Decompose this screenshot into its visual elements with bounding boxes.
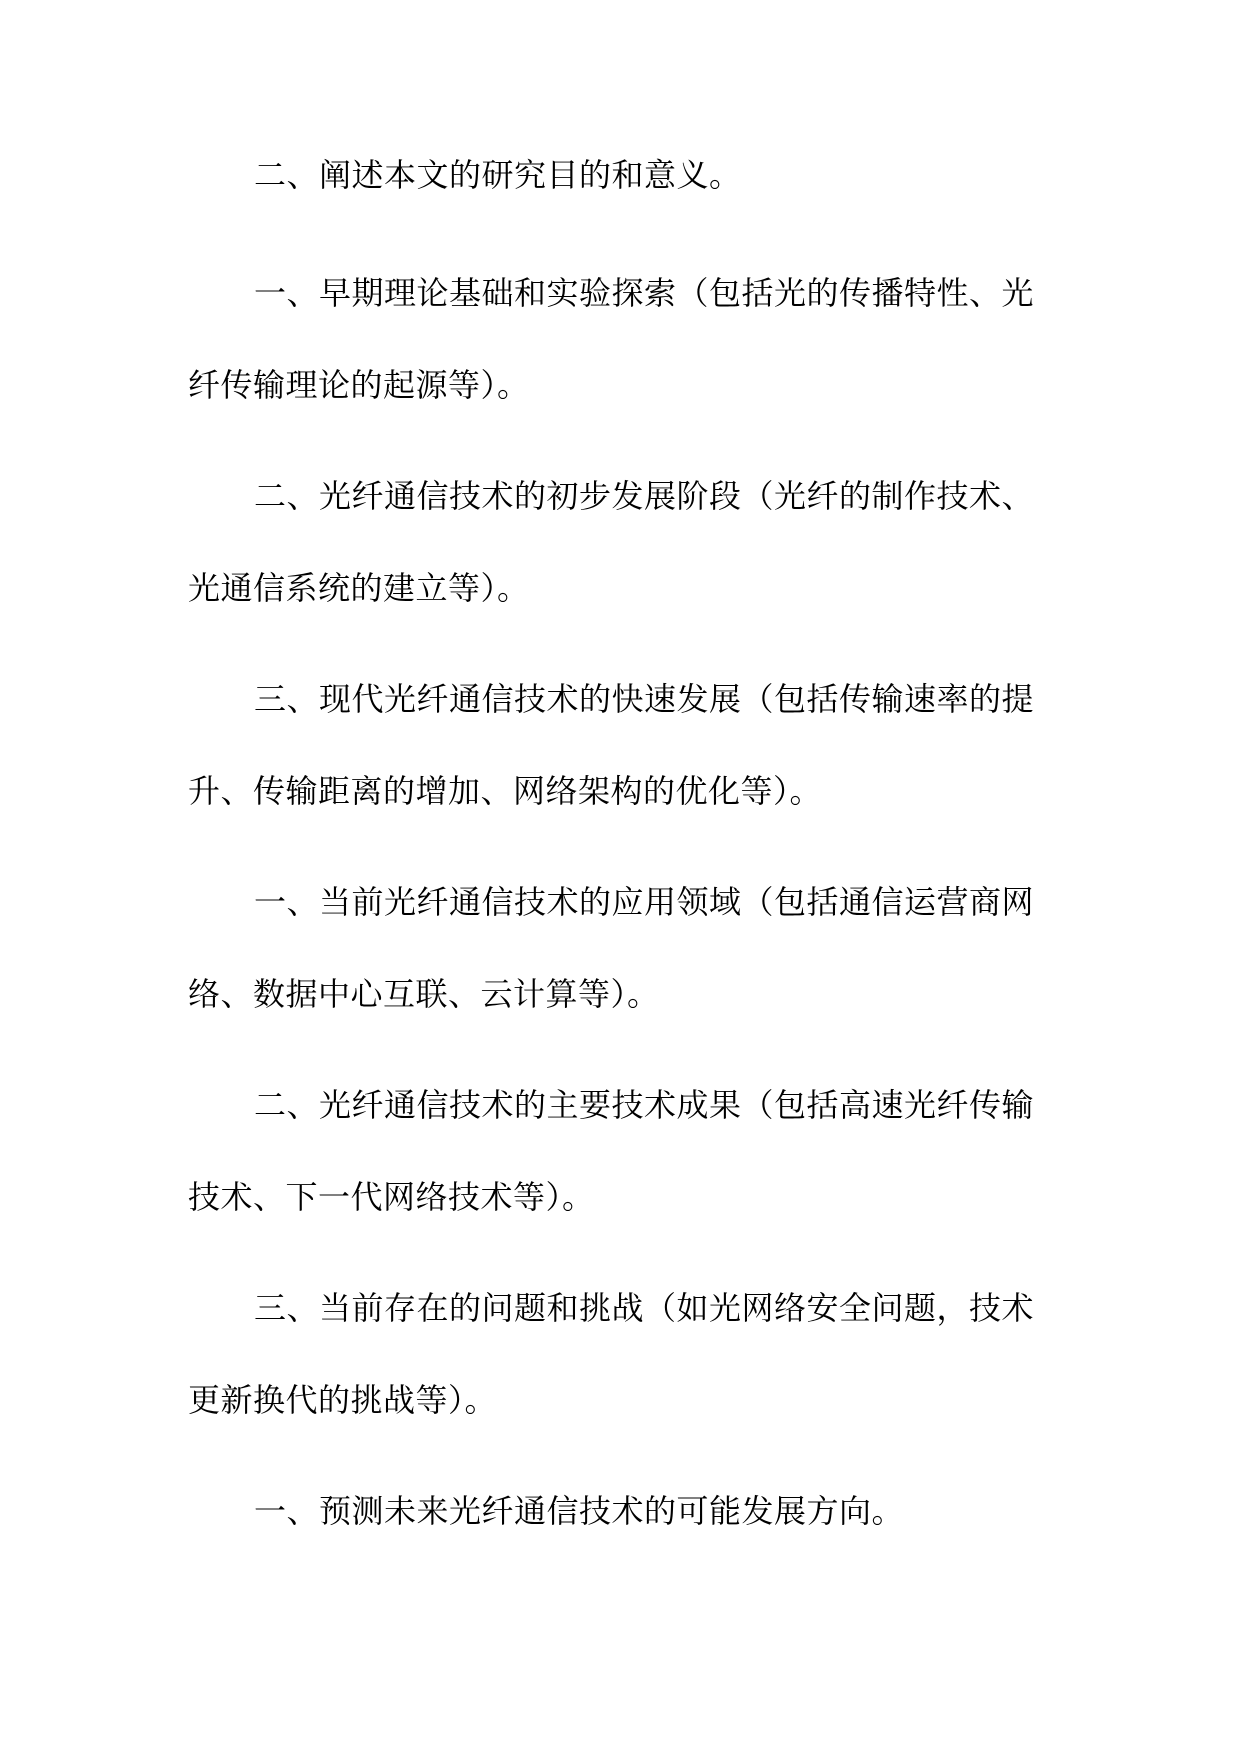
- paragraph-technical-achievements: 二、光纤通信技术的主要技术成果（包括高速光纤传输技术、下一代网络技术等）。: [188, 1086, 1035, 1216]
- paragraph-rapid-development: 三、现代光纤通信技术的快速发展（包括传输速率的提升、传输距离的增加、网络架构的优化等）。: [188, 680, 1035, 810]
- paragraph-early-theory: 一、早期理论基础和实验探索（包括光的传播特性、光纤传输理论的起源等）。: [188, 274, 1035, 404]
- paragraph-problems-challenges: 三、当前存在的问题和挑战（如光网络安全问题，技术更新换代的挑战等）。: [188, 1289, 1035, 1419]
- paragraph-application-fields: 一、当前光纤通信技术的应用领域（包括通信运营商网络、数据中心互联、云计算等）。: [188, 883, 1035, 1013]
- paragraph-future-directions: 一、预测未来光纤通信技术的可能发展方向。: [254, 1492, 905, 1530]
- paragraph-research-purpose: 二、阐述本文的研究目的和意义。: [254, 156, 742, 194]
- paragraph-initial-development: 二、光纤通信技术的初步发展阶段（光纤的制作技术、光通信系统的建立等）。: [188, 477, 1035, 607]
